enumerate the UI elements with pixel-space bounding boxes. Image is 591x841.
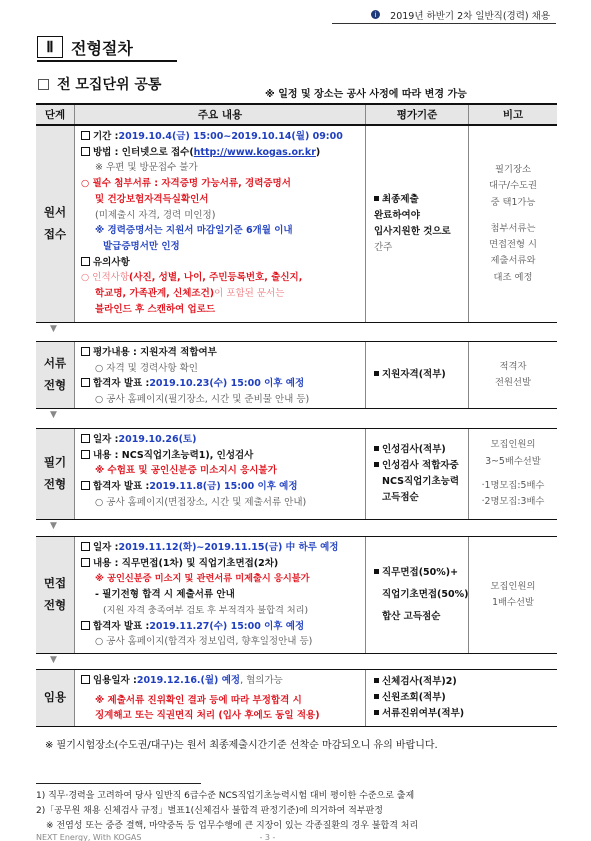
checkbox-icon	[81, 621, 90, 630]
content-line: (사진, 성별, 나이, 주민등록번호, 출신지,	[129, 272, 303, 284]
checkbox-icon	[81, 675, 90, 684]
remark-text: 적격자	[499, 360, 527, 372]
criteria-text: 신원조회(적부)	[382, 692, 446, 703]
content-line: 블라인드 후 스캔하여 업로드	[95, 303, 216, 315]
content-line: 합격자 발표 :	[93, 378, 150, 390]
date-text: 2019.11.8(금) 15:00 이후 예정	[149, 481, 298, 493]
criteria-text: 신체검사(적부)2)	[382, 676, 457, 687]
table-header	[36, 103, 557, 125]
content-line: - 필기전형 합격 시 제출서류 안내	[95, 589, 235, 601]
footnote: 1) 직무·경력을 고려하여 당사 일반직 6급수준 NCS직업기초능력시험 대비 평이한 수준으로 출제	[36, 791, 415, 801]
criteria-cell	[366, 537, 469, 653]
date-text: 2019.10.4(금) 15:00~2019.10.14(월) 09:00	[118, 131, 343, 142]
bullet-icon	[374, 694, 379, 699]
content-cell	[75, 126, 366, 322]
content-line: ○ 공사 홈페이지(면접장소, 시간 및 제출서류 안내)	[95, 496, 307, 508]
remark-text: 모집인원의	[490, 439, 536, 451]
bullet-icon	[374, 196, 379, 201]
content-line: ※ 제출서류 진위확인 결과 등에 따라 부정합격 시	[95, 694, 302, 706]
content-line: ※ 공인신분증 미소지 및 관련서류 미제출시 응시불가	[95, 573, 310, 585]
remark-text: 중 택1가능	[490, 196, 536, 208]
stage-cell	[36, 126, 75, 322]
square-bullet-icon	[38, 79, 49, 90]
checkbox-icon	[81, 131, 90, 140]
remark-text: 전원선발	[495, 377, 531, 388]
remark-text: 필기장소	[495, 164, 531, 176]
content-line: 발급증명서만 인정	[103, 240, 180, 252]
footnote: 2)「공무원 채용 신체검사 규정」별표1(신체검사 불합격 판정기준)에 의거하여 적부판정	[36, 806, 383, 816]
page-number: - 3 -	[259, 833, 276, 841]
content-line: ○ 자격 및 경력사항 확인	[95, 362, 198, 374]
stage-cell	[36, 342, 75, 408]
remark-text: 모집인원의	[490, 580, 536, 592]
stage-label: 접수	[43, 227, 67, 241]
stage-label: 원서	[43, 205, 67, 220]
criteria-text: 최종제출	[382, 194, 419, 205]
page-footer	[36, 833, 275, 841]
stage-label: 전형	[43, 598, 67, 612]
table-row	[36, 125, 557, 323]
criteria-text: 인성검사 적합자중	[382, 460, 459, 471]
criteria-cell	[366, 429, 469, 519]
remark-text: 대조 예정	[493, 271, 533, 283]
criteria-text: 서류진위여부(적부)	[382, 708, 465, 719]
remark-cell	[469, 126, 557, 322]
stage-cell	[36, 537, 75, 653]
bullet-icon	[374, 371, 379, 376]
stage-label: 서류	[43, 356, 67, 371]
down-arrow-icon: ▼	[50, 655, 57, 665]
date-text: 2019.12.16.(월) 예정	[136, 675, 241, 686]
criteria-text: 직업기초면접(50%)	[382, 589, 469, 600]
table-row	[36, 428, 557, 520]
stage-label: 면접	[43, 576, 67, 591]
down-arrow-icon: ▼	[50, 521, 57, 531]
remark-cell	[469, 429, 557, 519]
header-content: 주요 내용	[75, 105, 366, 124]
content-line: 임용일자 :	[93, 675, 137, 686]
bullet-icon	[374, 446, 379, 451]
content-line: ○ 공사 홈페이지(필기장소, 시간 및 준비물 안내 등)	[95, 394, 310, 406]
content-line: 내용 : 직무면접(1차) 및 직업기초면접(2차)	[93, 557, 279, 569]
footer-note: ※ 필기시험장소(수도권/대구)는 원서 최종제출시간기준 선착순 마감되오니 유의 바랍니다.	[45, 740, 438, 751]
criteria-text: 합산 고득점순	[382, 611, 441, 622]
content-line: ※ 우편 및 방문접수 불가	[95, 162, 198, 174]
bullet-icon	[374, 462, 379, 467]
content-line: 및 건강보험자격득실확인서	[95, 193, 209, 205]
checkbox-icon	[81, 257, 90, 266]
section-title	[37, 34, 177, 62]
content-line: ※ 경력증명서는 지원서 마감일기준 6개월 이내	[95, 225, 293, 237]
table-row	[36, 669, 557, 727]
date-text: 2019.11.12(화)~2019.11.15(금) 中 하루 예정	[118, 542, 339, 553]
criteria-text: 인성검사(적부)	[382, 444, 446, 455]
section-title-text: 전형절차	[71, 38, 133, 58]
section-number: Ⅱ	[37, 36, 63, 58]
stage-label: 임용	[43, 690, 67, 705]
down-arrow-icon: ▼	[50, 324, 57, 334]
criteria-text: 간주	[374, 242, 393, 253]
stage-cell	[36, 670, 75, 726]
bullet-icon	[374, 569, 379, 574]
content-line: 학교명, 가족관계, 신체조건)	[95, 288, 215, 300]
content-line: 내용 : NCS직업기초능력1), 인성검사	[93, 449, 254, 461]
content-line: 일자 :	[93, 542, 119, 553]
footnote-divider	[36, 783, 201, 784]
checkbox-icon	[81, 378, 90, 387]
checkbox-icon	[81, 147, 90, 156]
content-line: ○ 공사 홈페이지(합격자 정보입력, 향후일정안내 등)	[95, 636, 313, 648]
bullet-icon	[374, 710, 379, 715]
checkbox-icon	[81, 481, 90, 490]
checkbox-icon	[81, 558, 90, 567]
document-header	[332, 6, 556, 24]
url-link[interactable]: http://www.kogas.or.kr	[193, 146, 316, 158]
content-line: 방법 : 인터넷으로 접수(	[93, 146, 194, 158]
date-text: 2019.11.27(수) 15:00 이후 예정	[149, 620, 305, 632]
remark-text: 대구/수도권	[488, 180, 538, 192]
remark-text: 1배수선발	[492, 597, 534, 608]
criteria-cell	[366, 342, 469, 408]
remark-cell	[469, 342, 557, 408]
remark-cell	[469, 537, 557, 653]
subtitle	[38, 74, 161, 94]
stage-label: 전형	[43, 378, 67, 392]
content-line: 합격자 발표 :	[93, 481, 150, 493]
header-stage: 단계	[36, 105, 75, 124]
content-line: 이 포함된 문서는	[214, 288, 285, 300]
header-criteria: 평가기준	[366, 105, 469, 124]
criteria-text: NCS직업기초능력	[382, 476, 460, 487]
content-line: 합격자 발표 :	[93, 620, 150, 632]
content-line: 유의사항	[93, 256, 130, 268]
stage-label: 필기	[43, 455, 67, 470]
bullet-icon	[374, 678, 379, 683]
content-line: (지원 자격 충족여부 검토 후 부적격자 불합격 처리)	[103, 604, 309, 616]
remark-text: ·2명모집:3배수	[481, 496, 545, 508]
header-remark: 비고	[502, 109, 524, 121]
content-line: 기간 :	[93, 131, 119, 142]
table-row	[36, 536, 557, 654]
content-cell	[75, 342, 366, 408]
footnote: ※ 전염성 또는 중증 결핵, 마약중독 등 업무수행에 큰 지장이 있는 각종질환의 경우 불합격 처리	[46, 821, 419, 831]
table-row	[36, 341, 557, 409]
date-text: 2019.10.23(수) 15:00 이후 예정	[149, 378, 305, 390]
content-line: )	[315, 146, 321, 158]
checkbox-icon	[81, 347, 90, 356]
remark-text: 제출서류와	[490, 255, 536, 267]
criteria-text: 직무면접(50%)+	[382, 567, 459, 578]
criteria-text: 지원자격(적부)	[382, 369, 446, 380]
remark-text: 3~5배수선발	[485, 455, 541, 467]
schedule-notice: ※ 일정 및 장소는 공사 사정에 따라 변경 가능	[265, 89, 467, 100]
checkbox-icon	[81, 542, 90, 551]
criteria-text: 고득점순	[382, 492, 419, 503]
criteria-text: 완료하여야	[374, 210, 420, 221]
content-line: 일자 :	[93, 434, 119, 445]
criteria-cell	[366, 126, 469, 322]
content-cell	[75, 429, 366, 519]
stage-cell	[36, 429, 75, 519]
content-line: , 협의가능	[240, 675, 283, 686]
remark-text: ·1명모집:5배수	[481, 480, 545, 491]
content-cell	[75, 670, 366, 726]
content-line: ※ 수험표 및 공인신분증 미소지시 응시불가	[95, 465, 277, 477]
info-icon: i	[371, 10, 380, 19]
stage-label: 전형	[43, 477, 67, 491]
subtitle-text: 전 모집단위 공통	[57, 77, 162, 93]
header-title: 2019년 하반기 2차 일반직(경력) 채용	[390, 10, 550, 22]
content-line: 평가내용 : 지원자격 적합여부	[93, 347, 217, 358]
criteria-text: 입사지원한 것으로	[374, 226, 451, 237]
checkbox-icon	[81, 450, 90, 459]
footer-brand: NEXT Energy, With KOGAS	[36, 833, 142, 841]
content-line: ○ 필수 첨부서류 : 자격증명 가능서류, 경력증명서	[81, 178, 291, 190]
content-line: ○ 인적사항	[81, 272, 130, 284]
date-text: 2019.10.26(토)	[118, 434, 197, 445]
content-cell	[75, 537, 366, 653]
checkbox-icon	[81, 434, 90, 443]
content-line: (미제출시 자격, 경력 미인정)	[95, 209, 216, 221]
down-arrow-icon: ▼	[50, 410, 57, 420]
criteria-cell	[366, 670, 551, 726]
remark-text: 면접전형 시	[489, 239, 537, 251]
remark-text: 첨부서류는	[490, 222, 536, 234]
content-line: 징계해고 또는 직권면직 처리 (입사 후에도 동일 적용)	[95, 710, 320, 722]
